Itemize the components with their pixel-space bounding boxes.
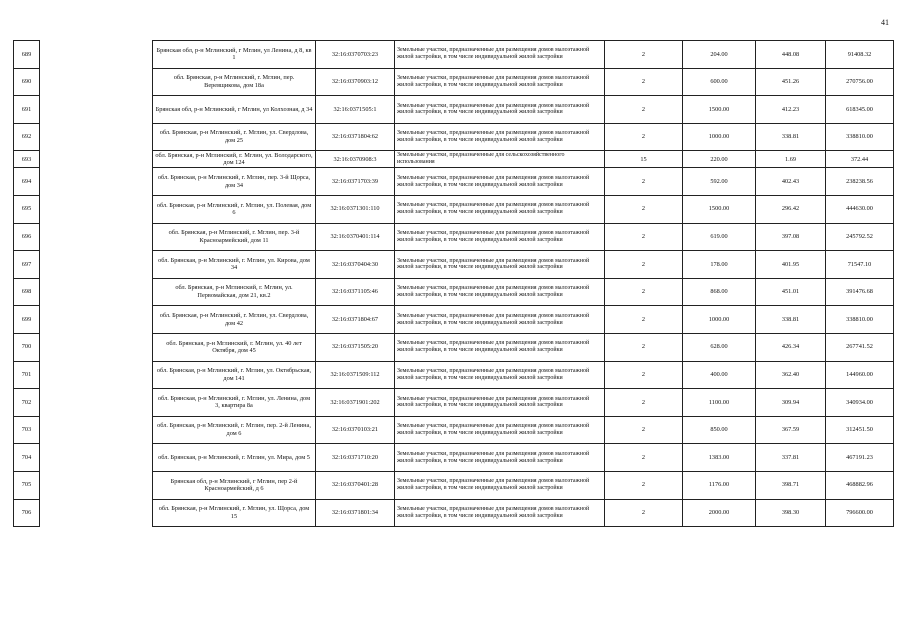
cadastral-value-cell: 338810.00 [826,123,894,151]
spacer-cell [40,444,153,472]
cadastral-value-cell: 468882.96 [826,471,894,499]
class-code-cell: 2 [605,389,683,417]
cadastral-number-cell: 32:16:0371505:20 [316,333,395,361]
table-row [14,361,894,389]
specific-value-cell: 338.81 [756,123,826,151]
address-cell: обл. Брянская, р-н Мглинский, г. Мглин, ул. 40 лет Октября, дом 45 [153,333,316,361]
specific-value-cell: 1.69 [756,151,826,168]
specific-value-cell: 397.08 [756,223,826,251]
address-cell: обл. Брянская, р-н Мглинский, г. Мглин, ул. Первомайская, дом 21, кв.2 [153,278,316,306]
spacer-cell [40,151,153,168]
class-code-cell: 2 [605,195,683,223]
class-code-cell: 2 [605,41,683,69]
table-row [14,278,894,306]
cadastral-value-cell: 340934.00 [826,389,894,417]
table-row [14,223,894,251]
row-number-cell: 690 [14,68,40,96]
address-cell: обл. Брянская, р-н Мглинский, г. Мглин, ул. Щорса, дом 15 [153,499,316,527]
table-row [14,41,894,69]
cadastral-value-cell: 444630.00 [826,195,894,223]
address-cell: обл. Брянская, р-н Мглинский, г. Мглин, ул. Октябрьская, дом 141 [153,361,316,389]
class-code-cell: 2 [605,251,683,279]
area-cell: 2000.00 [683,499,756,527]
spacer-cell [40,389,153,417]
area-cell: 600.00 [683,68,756,96]
area-cell: 850.00 [683,416,756,444]
table-row [14,389,894,417]
table-row [14,444,894,472]
cadastral-value-cell: 372.44 [826,151,894,168]
class-code-cell: 2 [605,96,683,124]
land-use-cell: Земельные участки, предназначенные для размещения домов малоэтажной жилой застройки, в том числе индивидуальной жилой застройки [395,68,605,96]
table-row [14,499,894,527]
land-use-cell: Земельные участки, предназначенные для размещения домов малоэтажной жилой застройки, в том числе индивидуальной жилой застройки [395,123,605,151]
land-use-cell: Земельные участки, предназначенные для размещения домов малоэтажной жилой застройки, в том числе индивидуальной жилой застройки [395,195,605,223]
spacer-cell [40,195,153,223]
land-use-cell: Земельные участки, предназначенные для размещения домов малоэтажной жилой застройки, в том числе индивидуальной жилой застройки [395,306,605,334]
cadastral-number-cell: 32:16:0371301:110 [316,195,395,223]
row-number-cell: 698 [14,278,40,306]
row-number-cell: 697 [14,251,40,279]
cadastral-number-cell: 32:16:0370401:28 [316,471,395,499]
class-code-cell: 2 [605,333,683,361]
spacer-cell [40,123,153,151]
cadastral-number-cell: 32:16:0370401:114 [316,223,395,251]
address-cell: обл. Брянская, р-н Мглинский, г. Мглин, пер. 2-й Ленина, дом 6 [153,416,316,444]
address-cell: обл. Брянская, р-н Мглинский, г. Мглин, пер. Веревщикова, дом 18а [153,68,316,96]
specific-value-cell: 398.30 [756,499,826,527]
spacer-cell [40,41,153,69]
row-number-cell: 689 [14,41,40,69]
spacer-cell [40,416,153,444]
specific-value-cell: 448.08 [756,41,826,69]
area-cell: 1383.00 [683,444,756,472]
cadastral-value-cell: 270756.00 [826,68,894,96]
class-code-cell: 2 [605,168,683,196]
specific-value-cell: 367.59 [756,416,826,444]
land-use-cell: Земельные участки, предназначенные для размещения домов малоэтажной жилой застройки, в том числе индивидуальной жилой застройки [395,278,605,306]
row-number-cell: 692 [14,123,40,151]
cadastral-value-cell: 391476.68 [826,278,894,306]
table-row [14,68,894,96]
spacer-cell [40,68,153,96]
table-row [14,123,894,151]
land-use-cell: Земельные участки, предназначенные для размещения домов малоэтажной жилой застройки, в том числе индивидуальной жилой застройки [395,168,605,196]
address-cell: обл. Брянская, р-н Мглинский, г. Мглин, ул. Свердлова, дом 42 [153,306,316,334]
row-number-cell: 702 [14,389,40,417]
cadastral-value-cell: 267741.52 [826,333,894,361]
area-cell: 204.00 [683,41,756,69]
specific-value-cell: 362.40 [756,361,826,389]
table-row [14,195,894,223]
spacer-cell [40,251,153,279]
specific-value-cell: 451.01 [756,278,826,306]
cadastral-value-cell: 71547.10 [826,251,894,279]
cadastral-number-cell: 32:16:0370404:30 [316,251,395,279]
cadastral-value-cell: 245792.52 [826,223,894,251]
area-cell: 592.00 [683,168,756,196]
class-code-cell: 2 [605,123,683,151]
cadastral-number-cell: 32:16:0371505:1 [316,96,395,124]
row-number-cell: 706 [14,499,40,527]
cadastral-value-cell: 338810.00 [826,306,894,334]
spacer-cell [40,278,153,306]
row-number-cell: 704 [14,444,40,472]
class-code-cell: 15 [605,151,683,168]
spacer-cell [40,333,153,361]
cadastral-number-cell: 32:16:0370103:21 [316,416,395,444]
land-use-cell: Земельные участки, предназначенные для сельскохозяйственного использования [395,151,605,168]
table-row [14,333,894,361]
land-use-cell: Земельные участки, предназначенные для размещения домов малоэтажной жилой застройки, в том числе индивидуальной жилой застройки [395,251,605,279]
table-row [14,251,894,279]
table-body [14,41,894,527]
cadastral-number-cell: 32:16:0370903:12 [316,68,395,96]
specific-value-cell: 402.43 [756,168,826,196]
land-use-cell: Земельные участки, предназначенные для размещения домов малоэтажной жилой застройки, в том числе индивидуальной жилой застройки [395,389,605,417]
class-code-cell: 2 [605,444,683,472]
specific-value-cell: 337.81 [756,444,826,472]
cadastral-value-cell: 467191.23 [826,444,894,472]
class-code-cell: 2 [605,278,683,306]
address-cell: обл. Брянская, р-н Мглинский, г. Мглин, пер. 3-й Красноармейский, дом 11 [153,223,316,251]
spacer-cell [40,223,153,251]
cadastral-number-cell: 32:16:0371804:67 [316,306,395,334]
spacer-cell [40,306,153,334]
area-cell: 1500.00 [683,195,756,223]
address-cell: обл. Брянская, р-н Мглинский, г. Мглин, ул. Кирова, дом 34 [153,251,316,279]
cadastral-number-cell: 32:16:0371901:202 [316,389,395,417]
cadastral-value-cell: 796600.00 [826,499,894,527]
land-use-cell: Земельные участки, предназначенные для размещения домов малоэтажной жилой застройки, в том числе индивидуальной жилой застройки [395,41,605,69]
spacer-cell [40,168,153,196]
land-use-cell: Земельные участки, предназначенные для размещения домов малоэтажной жилой застройки, в том числе индивидуальной жилой застройки [395,499,605,527]
address-cell: обл. Брянская, р-н Мглинский, г. Мглин, ул. Мира, дом 5 [153,444,316,472]
class-code-cell: 2 [605,306,683,334]
cadastral-number-cell: 32:16:0371801:34 [316,499,395,527]
cadastral-number-cell: 32:16:0371509:112 [316,361,395,389]
spacer-cell [40,471,153,499]
area-cell: 400.00 [683,361,756,389]
table-row [14,471,894,499]
area-cell: 619.00 [683,223,756,251]
area-cell: 1176.00 [683,471,756,499]
land-use-cell: Земельные участки, предназначенные для размещения домов малоэтажной жилой застройки, в том числе индивидуальной жилой застройки [395,471,605,499]
specific-value-cell: 296.42 [756,195,826,223]
cadastral-number-cell: 32:16:0371710:20 [316,444,395,472]
area-cell: 628.00 [683,333,756,361]
table-row [14,168,894,196]
address-cell: обл. Брянская, р-н Мглинский, г. Мглин, ул. Ленина, дом 3, квартира 8а [153,389,316,417]
row-number-cell: 701 [14,361,40,389]
table-row [14,416,894,444]
address-cell: обл. Брянская, р-н Мглинский, г. Мглин, пер. 3-й Щорса, дом 34 [153,168,316,196]
cadastral-value-cell: 91408.32 [826,41,894,69]
class-code-cell: 2 [605,471,683,499]
area-cell: 1100.00 [683,389,756,417]
spacer-cell [40,361,153,389]
specific-value-cell: 338.81 [756,306,826,334]
cadastral-value-cell: 312451.50 [826,416,894,444]
area-cell: 178.00 [683,251,756,279]
row-number-cell: 703 [14,416,40,444]
class-code-cell: 2 [605,499,683,527]
class-code-cell: 2 [605,361,683,389]
area-cell: 868.00 [683,278,756,306]
class-code-cell: 2 [605,68,683,96]
cadastral-number-cell: 32:16:0371804:62 [316,123,395,151]
table-row [14,96,894,124]
cadastral-value-cell: 238238.56 [826,168,894,196]
table-row [14,151,894,168]
cadastral-number-cell: 32:16:0371105:46 [316,278,395,306]
area-cell: 220.00 [683,151,756,168]
address-cell: Брянская обл, р-н Мглинский, г Мглин, ул Ленина, д 8, кв 1 [153,41,316,69]
specific-value-cell: 309.94 [756,389,826,417]
area-cell: 1000.00 [683,306,756,334]
cadastral-value-cell: 618345.00 [826,96,894,124]
cadastral-value-table [13,40,894,527]
cadastral-number-cell: 32:16:0371703:39 [316,168,395,196]
land-use-cell: Земельные участки, предназначенные для размещения домов малоэтажной жилой застройки, в том числе индивидуальной жилой застройки [395,416,605,444]
row-number-cell: 693 [14,151,40,168]
address-cell: обл. Брянская, р-н Мглинский, г. Мглин, ул. Свердлова, дом 25 [153,123,316,151]
specific-value-cell: 401.95 [756,251,826,279]
page-number: 41 [881,18,889,27]
class-code-cell: 2 [605,223,683,251]
land-use-cell: Земельные участки, предназначенные для размещения домов малоэтажной жилой застройки, в том числе индивидуальной жилой застройки [395,361,605,389]
row-number-cell: 696 [14,223,40,251]
specific-value-cell: 426.34 [756,333,826,361]
address-cell: Брянская обл, р-н Мглинский, г Мглин, пер 2-й Красноармейский, д 6 [153,471,316,499]
spacer-cell [40,499,153,527]
specific-value-cell: 451.26 [756,68,826,96]
specific-value-cell: 412.23 [756,96,826,124]
cadastral-value-cell: 144960.00 [826,361,894,389]
class-code-cell: 2 [605,416,683,444]
spacer-cell [40,96,153,124]
table-row [14,306,894,334]
land-use-cell: Земельные участки, предназначенные для размещения домов малоэтажной жилой застройки, в том числе индивидуальной жилой застройки [395,333,605,361]
area-cell: 1000.00 [683,123,756,151]
row-number-cell: 691 [14,96,40,124]
land-use-cell: Земельные участки, предназначенные для размещения домов малоэтажной жилой застройки, в том числе индивидуальной жилой застройки [395,96,605,124]
cadastral-number-cell: 32:16:0370703:23 [316,41,395,69]
row-number-cell: 699 [14,306,40,334]
row-number-cell: 705 [14,471,40,499]
address-cell: обл. Брянская, р-н Мглинский, г. Мглин, ул. Полевая, дом 6 [153,195,316,223]
address-cell: Брянская обл, р-н Мглинский, г Мглин, ул Колхозная, д 34 [153,96,316,124]
row-number-cell: 695 [14,195,40,223]
row-number-cell: 694 [14,168,40,196]
address-cell: обл. Брянская, р-н Мглинский, г. Мглин, ул. Володарского, дом 124 [153,151,316,168]
land-use-cell: Земельные участки, предназначенные для размещения домов малоэтажной жилой застройки, в том числе индивидуальной жилой застройки [395,223,605,251]
specific-value-cell: 398.71 [756,471,826,499]
area-cell: 1500.00 [683,96,756,124]
row-number-cell: 700 [14,333,40,361]
cadastral-number-cell: 32:16:0370908:3 [316,151,395,168]
land-use-cell: Земельные участки, предназначенные для размещения домов малоэтажной жилой застройки, в том числе индивидуальной жилой застройки [395,444,605,472]
